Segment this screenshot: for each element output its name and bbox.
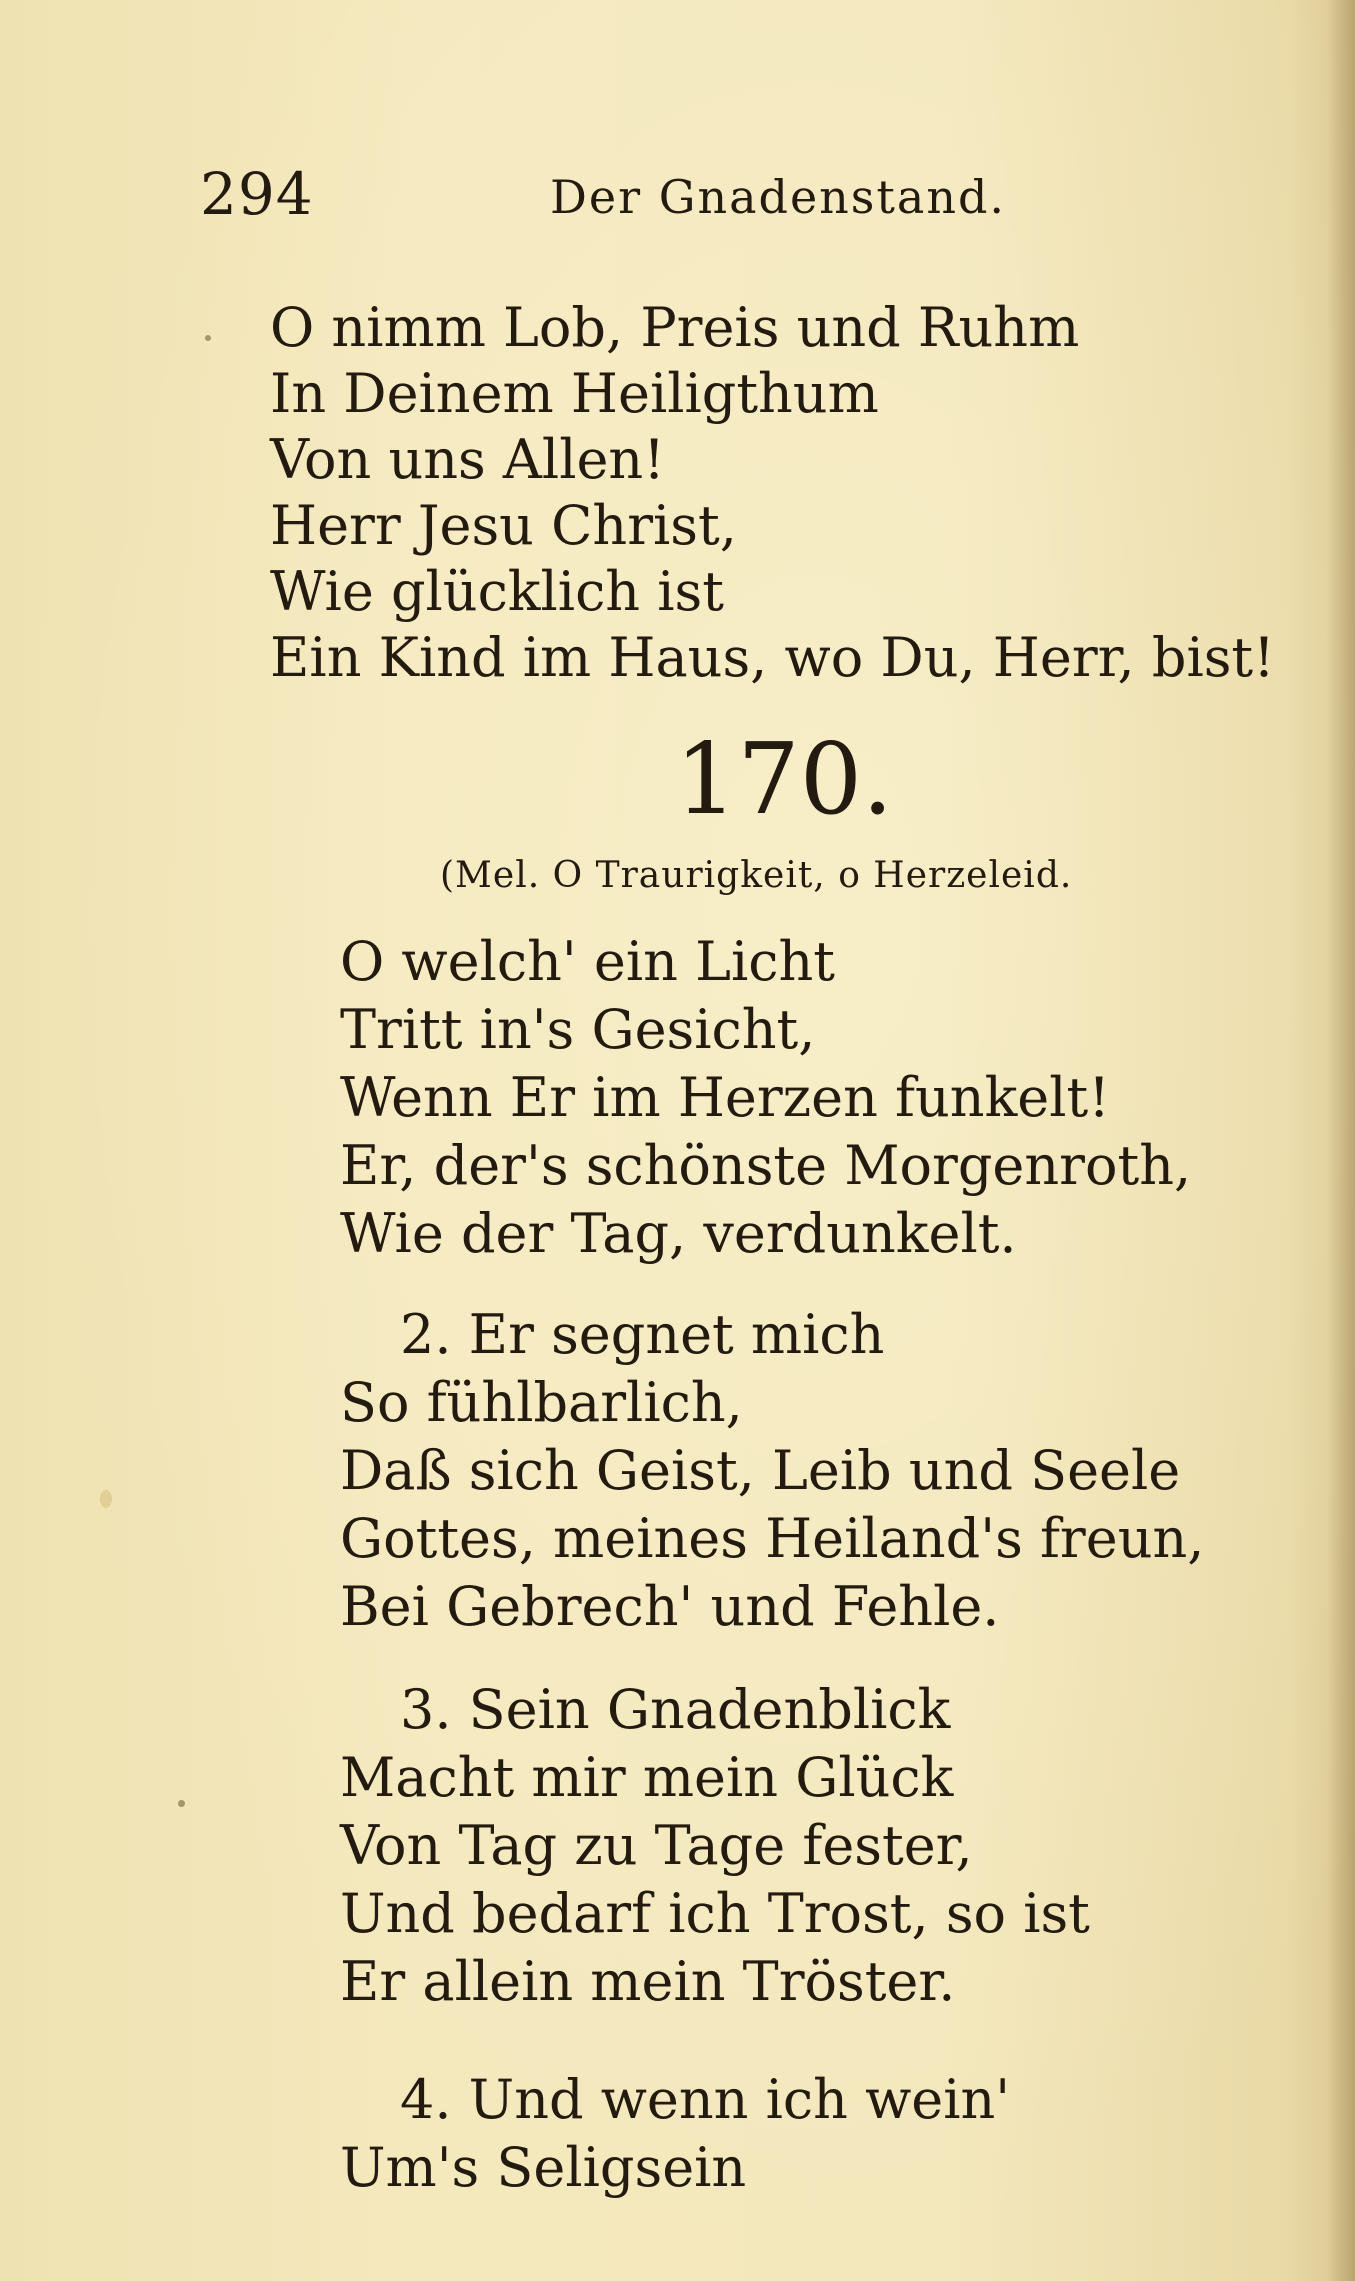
verse-line: Und bedarf ich Trost, so ist bbox=[340, 1882, 1090, 1945]
page-gutter-shadow bbox=[1327, 0, 1355, 2281]
text-line: Ein Kind im Haus, wo Du, Herr, bist! bbox=[270, 626, 1275, 689]
running-head: Der Gnadenstand. bbox=[550, 170, 1007, 224]
paper-speck bbox=[205, 335, 211, 341]
page-number: 294 bbox=[200, 160, 314, 228]
paper-stain bbox=[100, 1490, 112, 1508]
text-line: Von uns Allen! bbox=[270, 428, 665, 491]
verse-line: Wie der Tag, verdunkelt. bbox=[340, 1202, 1017, 1265]
hymn-number: 170. bbox=[675, 723, 894, 837]
verse-line: 2. Er segnet mich bbox=[400, 1303, 885, 1366]
verse-line: O welch' ein Licht bbox=[340, 930, 835, 993]
verse-line: So fühlbarlich, bbox=[340, 1371, 743, 1434]
melody-note: (Mel. O Traurigkeit, o Herzeleid. bbox=[440, 855, 1073, 896]
verse-line: Tritt in's Gesicht, bbox=[340, 998, 816, 1061]
verse-line: 3. Sein Gnadenblick bbox=[400, 1678, 951, 1741]
verse-line: Von Tag zu Tage fester, bbox=[340, 1814, 973, 1877]
verse-line: Er, der's schönste Morgenroth, bbox=[340, 1134, 1192, 1197]
text-line: O nimm Lob, Preis und Ruhm bbox=[270, 296, 1080, 359]
paper-speck bbox=[178, 1800, 185, 1807]
verse-line: Gottes, meines Heiland's freun, bbox=[340, 1507, 1205, 1570]
verse-line: Daß sich Geist, Leib und Seele bbox=[340, 1439, 1181, 1502]
verse-line: Er allein mein Tröster. bbox=[340, 1950, 956, 2013]
verse-line: Bei Gebrech' und Fehle. bbox=[340, 1575, 1000, 1638]
text-line: Wie glücklich ist bbox=[270, 560, 724, 623]
text-line: Herr Jesu Christ, bbox=[270, 494, 737, 557]
text-line: In Deinem Heiligthum bbox=[270, 362, 879, 425]
verse-line: Macht mir mein Glück bbox=[340, 1746, 954, 1809]
verse-line: 4. Und wenn ich wein' bbox=[400, 2068, 1011, 2131]
verse-line: Wenn Er im Herzen funkelt! bbox=[340, 1066, 1110, 1129]
page-header bbox=[200, 160, 1020, 230]
verse-line: Um's Seligsein bbox=[340, 2136, 747, 2199]
